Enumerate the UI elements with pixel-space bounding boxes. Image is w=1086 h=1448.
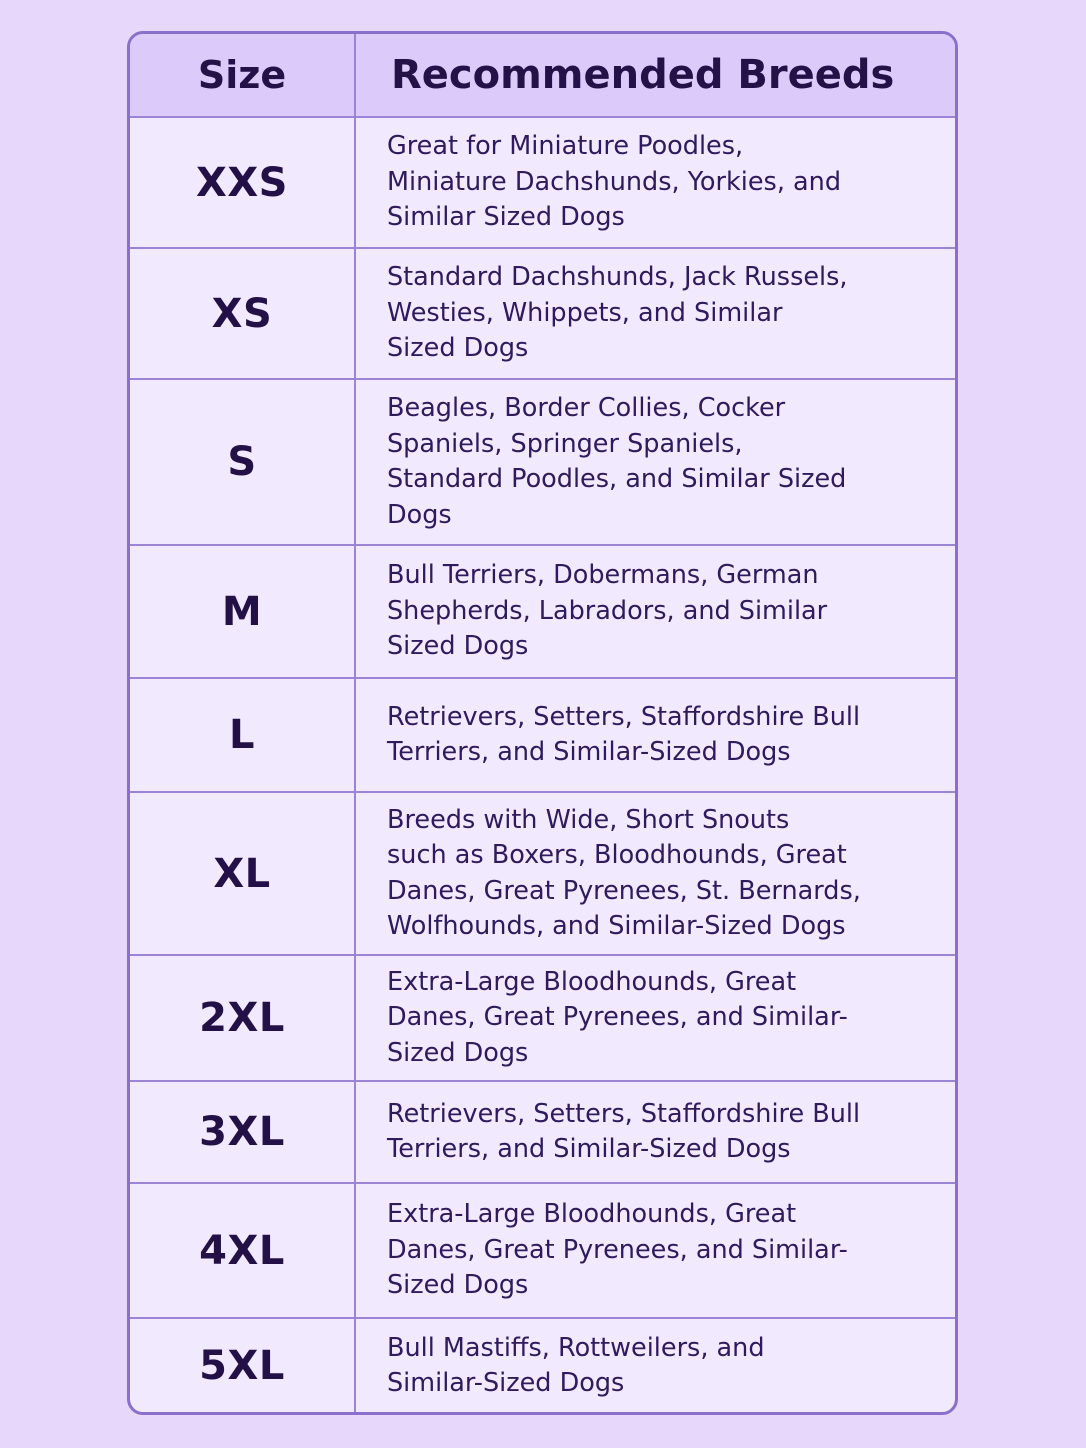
size-cell-xxs: XXS — [130, 118, 356, 249]
breeds-cell-xxs: Great for Miniature Poodles, Miniature Dachshunds, Yorkies, and Similar Sized Dogs — [356, 118, 955, 249]
breeds-cell-4xl: Extra-Large Bloodhounds, Great Danes, Great Pyrenees, and Similar- Sized Dogs — [356, 1184, 955, 1319]
breeds-cell-l: Retrievers, Setters, Staffordshire Bull Terriers, and Similar-Sized Dogs — [356, 679, 955, 793]
size-cell-xl: XL — [130, 793, 356, 956]
breeds-cell-xl: Breeds with Wide, Short Snouts such as Boxers, Bloodhounds, Great Danes, Great Pyrenees, St. Bernards, Wolfhounds, and Similar-Sized Dogs — [356, 793, 955, 956]
breeds-cell-m: Bull Terriers, Dobermans, German Shepherds, Labradors, and Similar Sized Dogs — [356, 546, 955, 679]
size-cell-m: M — [130, 546, 356, 679]
breeds-cell-s: Beagles, Border Collies, Cocker Spaniels, Springer Spaniels, Standard Poodles, and Similar Sized Dogs — [356, 380, 955, 546]
breeds-cell-5xl: Bull Mastiffs, Rottweilers, and Similar-Sized Dogs — [387, 1332, 765, 1398]
column-header-size: Size — [130, 34, 356, 118]
size-cell-5xl: 5XL — [130, 1319, 356, 1413]
column-header-recommended-breeds: Recommended Breeds — [356, 34, 955, 118]
size-chart-table — [127, 31, 958, 1415]
size-cell-xs: XS — [130, 249, 356, 380]
size-cell-3xl: 3XL — [130, 1082, 356, 1184]
size-cell-2xl: 2XL — [130, 956, 356, 1082]
breeds-cell-2xl: Extra-Large Bloodhounds, Great Danes, Great Pyrenees, and Similar- Sized Dogs — [356, 956, 955, 1082]
size-cell-l: L — [130, 679, 356, 793]
breeds-cell-xs: Standard Dachshunds, Jack Russels, Westies, Whippets, and Similar Sized Dogs — [356, 249, 955, 380]
size-cell-4xl: 4XL — [130, 1184, 356, 1319]
size-cell-s: S — [130, 380, 356, 546]
breeds-cell-3xl: Retrievers, Setters, Staffordshire Bull Terriers, and Similar-Sized Dogs — [356, 1082, 955, 1184]
